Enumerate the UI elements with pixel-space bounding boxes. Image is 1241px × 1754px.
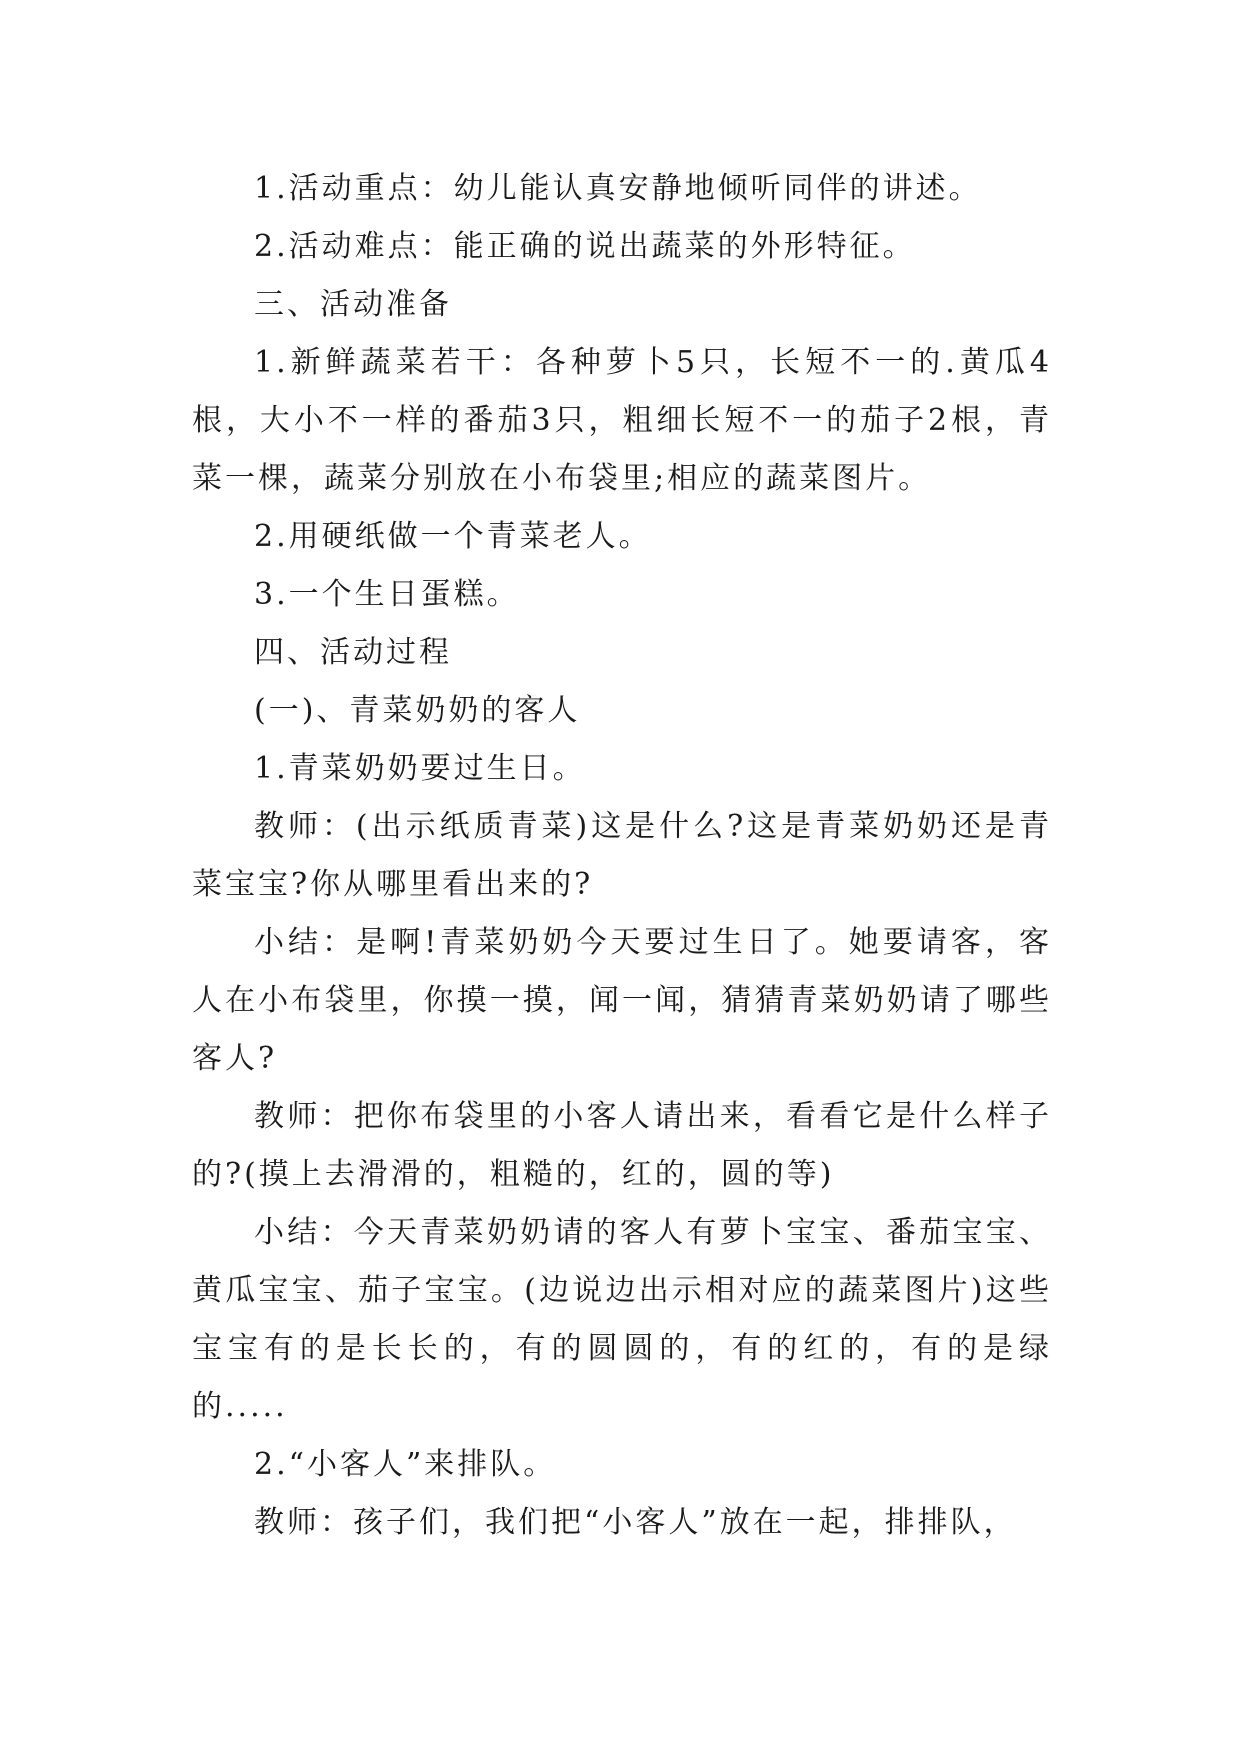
section-heading-process: 四、活动过程 [254, 635, 452, 670]
paragraph-line-up: 2.“小客人”来排队。 [254, 1447, 557, 1482]
paragraph-summary-guests: 小结：是啊!青菜奶奶今天要过生日了。她要请客，客人在小布袋里，你摸一摸，闻一闻，猜猜青菜奶奶请了哪些客人? [192, 925, 1052, 1076]
paragraph-prep-cake: 3.一个生日蛋糕。 [254, 577, 520, 612]
paragraph-teacher-line-up: 教师：孩子们，我们把“小客人”放在一起，排排队， [254, 1505, 1017, 1540]
paragraph-teacher-question: 教师：(出示纸质青菜)这是什么?这是青菜奶奶还是青菜宝宝?你从哪里看出来的? [192, 809, 1052, 902]
section-heading-preparation: 三、活动准备 [254, 287, 452, 322]
paragraph-focus-point: 1.活动重点：幼儿能认真安静地倾听同伴的讲述。 [254, 171, 982, 206]
document-body [192, 160, 1052, 1552]
paragraph-prep-vegetables: 1.新鲜蔬菜若干：各种萝卜5只，长短不一的.黄瓜4根，大小不一样的番茄3只，粗细长短不一的茄子2根，青菜一棵，蔬菜分别放在小布袋里;相应的蔬菜图片。 [192, 345, 1052, 496]
paragraph-difficulty-point: 2.活动难点：能正确的说出蔬菜的外形特征。 [254, 229, 916, 264]
subsection-heading-guests: (一)、青菜奶奶的客人 [254, 693, 581, 728]
paragraph-summary-vegetables: 小结：今天青菜奶奶请的客人有萝卜宝宝、番茄宝宝、黄瓜宝宝、茄子宝宝。(边说边出示相对应的蔬菜图片)这些宝宝有的是长长的，有的圆圆的，有的红的，有的是绿的..... [192, 1215, 1052, 1424]
paragraph-teacher-invite: 教师：把你布袋里的小客人请出来，看看它是什么样子的?(摸上去滑滑的，粗糙的，红的，圆的等) [192, 1099, 1052, 1192]
paragraph-birthday: 1.青菜奶奶要过生日。 [254, 751, 586, 786]
paragraph-prep-paper-figure: 2.用硬纸做一个青菜老人。 [254, 519, 652, 554]
